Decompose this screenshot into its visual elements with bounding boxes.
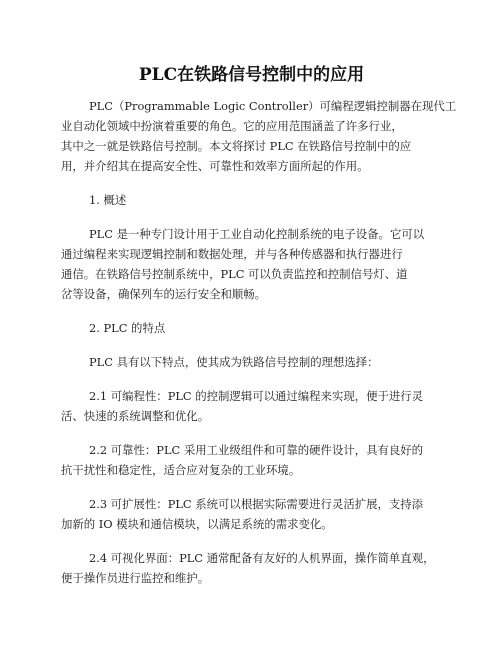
section-heading-features [61,318,442,338]
text-line: 加新的 IO 模块和通信模块，以满足系统的需求变化。 [61,517,333,531]
feature-item-scalability [61,494,442,534]
feature-item-visual-interface [61,548,442,588]
text-line: PLC（Programmable Logic Controller）可编程逻辑控制器在现代工 [89,99,457,113]
text-line: 岔等设备，确保列车的运行安全和顺畅。 [61,287,267,301]
text-line: 2.1 可编程性：PLC 的控制逻辑可以通过编程来实现，便于进行灵 [89,389,424,403]
section-heading-overview [61,190,442,210]
text-line: 通过编程来实现逻辑控制和数据处理，并与各种传感器和执行器进行 [61,247,403,261]
text-line: 业自动化领域中扮演着重要的角色。它的应用范围涵盖了许多行业， [61,119,403,133]
heading-text: 2. PLC 的特点 [89,321,166,335]
features-intro-paragraph [61,352,442,372]
text-line: 用，并介绍其在提高安全性、可靠性和效率方面所起的作用。 [61,159,369,173]
text-line: 抗干扰性和稳定性，适合应对复杂的工业环境。 [61,463,301,477]
heading-text: 1. 概述 [89,193,127,207]
text-line: 2.3 可扩展性：PLC 系统可以根据实际需要进行灵活扩展，支持添 [89,497,424,511]
text-line: PLC 具有以下特点，使其成为铁路信号控制的理想选择： [89,355,379,369]
text-line: PLC 是一种专门设计用于工业自动化控制系统的电子设备。它可以 [89,227,425,241]
feature-item-reliability [61,440,442,480]
text-line: 通信。在铁路信号控制系统中，PLC 可以负责监控和控制信号灯、道 [61,267,408,281]
text-line: 2.2 可靠性：PLC 采用工业级组件和可靠的硬件设计，具有良好的 [89,443,424,457]
text-line: 其中之一就是铁路信号控制。本文将探讨 PLC 在铁路信号控制中的应 [61,139,412,153]
intro-paragraph [61,96,457,176]
document-body [61,96,457,588]
text-line: 活、快速的系统调整和优化。 [61,409,210,423]
overview-paragraph [61,224,442,304]
document-title: PLC在铁路信号控制中的应用 [138,65,365,85]
text-line: 便于操作员进行监控和维护。 [61,571,210,585]
text-line: 2.4 可视化界面：PLC 通常配备有友好的人机界面，操作简单直观， [89,551,435,565]
feature-item-programmability [61,386,442,426]
